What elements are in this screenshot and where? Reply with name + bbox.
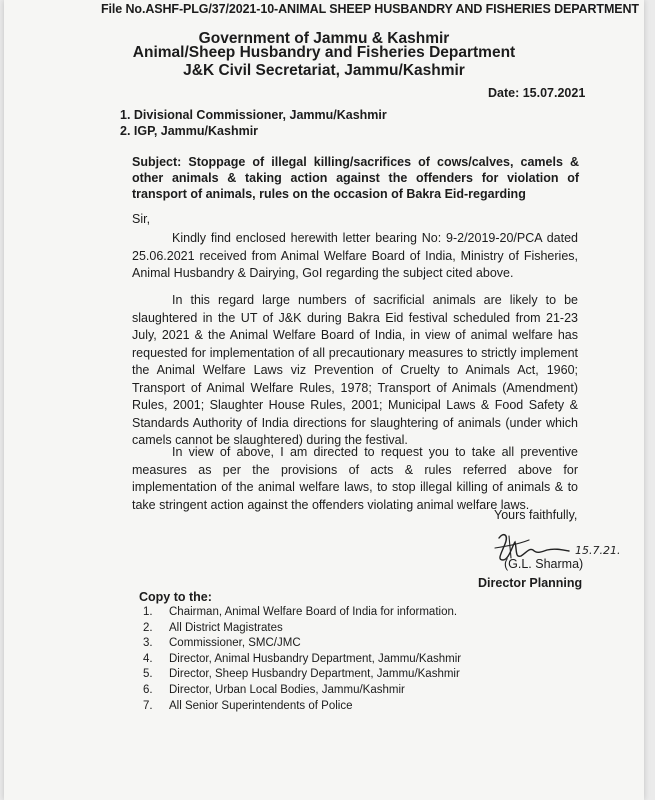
list-item: [143, 667, 461, 683]
list-item-text: Chairman, Animal Welfare Board of India for information.: [169, 606, 458, 618]
list-item: [143, 636, 461, 652]
signature-date: 15.7.21.: [575, 544, 621, 557]
closing: Yours faithfully,: [494, 508, 578, 522]
copy-to-list: [143, 605, 461, 714]
header-secretariat: J&K Civil Secretariat, Jammu/Kashmir: [183, 62, 465, 79]
addressee-2: 2. IGP, Jammu/Kashmir: [120, 124, 259, 138]
paragraph-1: Kindly find enclosed herewith letter bearing No: 9-2/2019-20/PCA dated 25.06.2021 received from Animal Welfare Board of India, Ministry of Fisheries, Animal Husbandry & Dairying, GoI regarding the subject cited above.: [132, 231, 578, 280]
file-number: File No.ASHF-PLG/37/2021-10-ANIMAL SHEEP HUSBANDRY AND FISHERIES DEPARTMENT: [101, 2, 639, 16]
list-item-text: Commissioner, SMC/JMC: [169, 637, 301, 650]
list-item-number: 5.: [143, 668, 153, 681]
list-item-text: Director, Sheep Husbandry Department, Jammu/Kashmir: [169, 668, 460, 681]
paragraph-3: In view of above, I am directed to request you to take all preventive measures as per the provisions of acts & rules referred above for implementation of the animal welfare laws, to stop illegal killing of animals & to take stringent action against the offenders violating animal welfare laws.: [132, 445, 578, 512]
letter-page: [4, 0, 644, 800]
list-item-text: Director, Animal Husbandry Department, Jammu/Kashmir: [169, 652, 462, 665]
header-department: Animal/Sheep Husbandry and Fisheries Department: [132, 44, 516, 61]
list-item-number: 1.: [143, 606, 153, 618]
list-item-text: All District Magistrates: [169, 621, 283, 634]
subject-line: Subject: Stoppage of illegal killing/sacrifices of cows/calves, camels & other animals & taking action against the offenders for violation of transport of animals, rules on the occasion of Bakra Eid-regarding: [132, 155, 579, 201]
list-item-number: 2.: [143, 621, 153, 634]
paragraph-2: In this regard large numbers of sacrificial animals are likely to be slaughtered in the UT of J&K during Bakra Eid festival scheduled from 21-23 July, 2021 & the Animal Welfare Board of India, in view of animal welfare has requested for implementation of all precautionary measures to strictly implement the Animal Welfare Laws viz Prevention of Cruelty to Animals Act, 1960; Transport of Animal Welfare Rules, 1978; Transport of Animals (Amendment) Rules, 2001; Slaughter House Rules, 2001; Municipal Laws & Food Safety & Standards Authority of India directions for slaughtering of animals (under which camels cannot be slaughtered) during the festival.: [132, 293, 578, 447]
letter-date: Date: 15.07.2021: [488, 86, 586, 100]
list-item-number: 6.: [143, 683, 153, 696]
list-item-number: 3.: [143, 637, 153, 650]
list-item-number: 4.: [143, 652, 153, 665]
signatory-name: (G.L. Sharma): [504, 557, 584, 571]
list-item: [143, 621, 461, 637]
list-item-text: All Senior Superintendents of Police: [169, 699, 353, 712]
addressee-1: 1. Divisional Commissioner, Jammu/Kashmir: [120, 108, 387, 122]
list-item: [143, 699, 461, 715]
copy-to-title: Copy to the:: [139, 590, 212, 604]
signatory-designation: Director Planning: [478, 576, 583, 590]
header-government: Government of Jammu & Kashmir: [198, 30, 450, 47]
list-item: [143, 605, 461, 621]
salutation: Sir,: [132, 212, 151, 226]
list-item: [143, 683, 461, 699]
list-item-text: Director, Urban Local Bodies, Jammu/Kashmir: [169, 683, 405, 696]
list-item-number: 7.: [143, 699, 153, 712]
list-item: [143, 652, 461, 668]
